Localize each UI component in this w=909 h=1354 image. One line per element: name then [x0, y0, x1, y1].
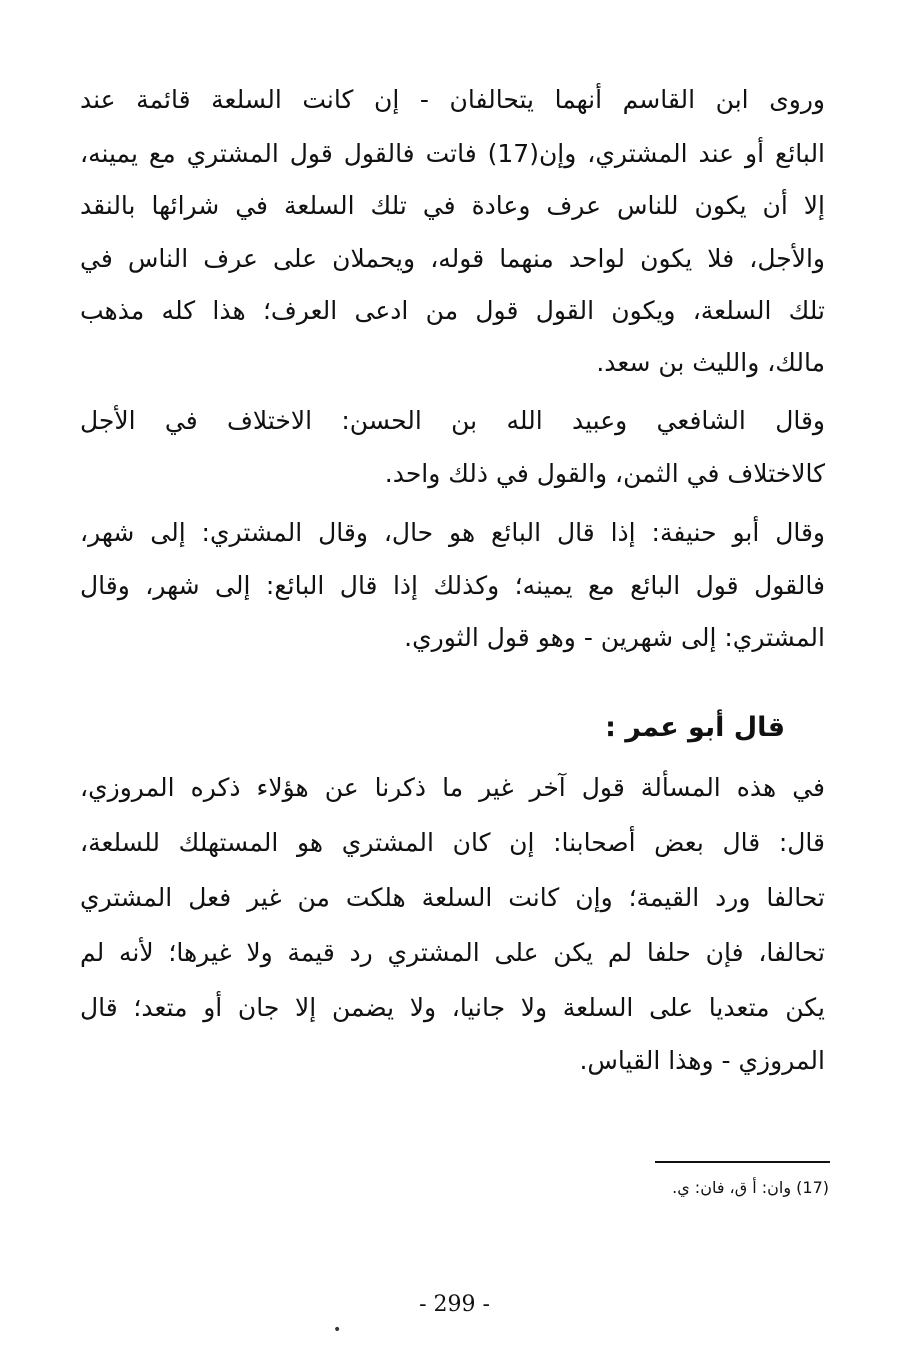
- text-line: المروزي - وهذا القياس.: [579, 1046, 825, 1075]
- text-line: إلا أن يكون للناس عرف وعادة في تلك السلعة في شرائها بالنقد: [80, 191, 825, 220]
- text-line: في هذه المسألة قول آخر غير ما ذكرنا عن هؤلاء ذكره المروزي،: [80, 773, 825, 802]
- footnote-divider: [655, 1161, 830, 1163]
- text-line: وروى ابن القاسم أنهما يتحالفان - إن كانت السلعة قائمة عند: [80, 85, 825, 114]
- text-line: وقال أبو حنيفة: إذا قال البائع هو حال، وقال المشتري: إلى شهر،: [80, 518, 825, 547]
- page-number: - 299 -: [419, 1292, 490, 1317]
- text-line: كالاختلاف في الثمن، والقول في ذلك واحد.: [384, 459, 825, 488]
- text-line: فالقول قول البائع مع يمينه؛ وكذلك إذا قال البائع: إلى شهر، وقال: [80, 571, 825, 600]
- text-line: قال: قال بعض أصحابنا: إن كان المشتري هو المستهلك للسلعة،: [80, 828, 825, 857]
- text-line: والأجل، فلا يكون لواحد منهما قوله، ويحملان على عرف الناس في: [80, 244, 825, 273]
- text-line: تلك السلعة، ويكون القول قول من ادعى العرف؛ هذا كله مذهب: [80, 296, 825, 325]
- section-heading: قال أبو عمر :: [605, 712, 785, 743]
- text-line: وقال الشافعي وعبيد الله بن الحسن: الاختلاف في الأجل: [80, 406, 825, 435]
- footnote: (17) وان: أ ق، فان: ي.: [672, 1178, 829, 1197]
- text-line: تحالفا ورد القيمة؛ وإن كانت السلعة هلكت من غير فعل المشتري: [80, 883, 825, 912]
- text-line: البائع أو عند المشتري، وإن(17) فاتت فالقول قول المشتري مع يمينه،: [80, 139, 826, 168]
- text-line: تحالفا، فإن حلفا لم يكن على المشتري رد قيمة ولا غيرها؛ لأنه لم: [80, 938, 825, 967]
- text-line: يكن متعديا على السلعة ولا جانيا، ولا يضمن إلا جان أو متعد؛ قال: [80, 993, 825, 1022]
- text-line: مالك، والليث بن سعد.: [596, 348, 825, 377]
- text-line: المشتري: إلى شهرين - وهو قول الثوري.: [404, 623, 825, 652]
- scan-mark: •: [333, 1322, 342, 1338]
